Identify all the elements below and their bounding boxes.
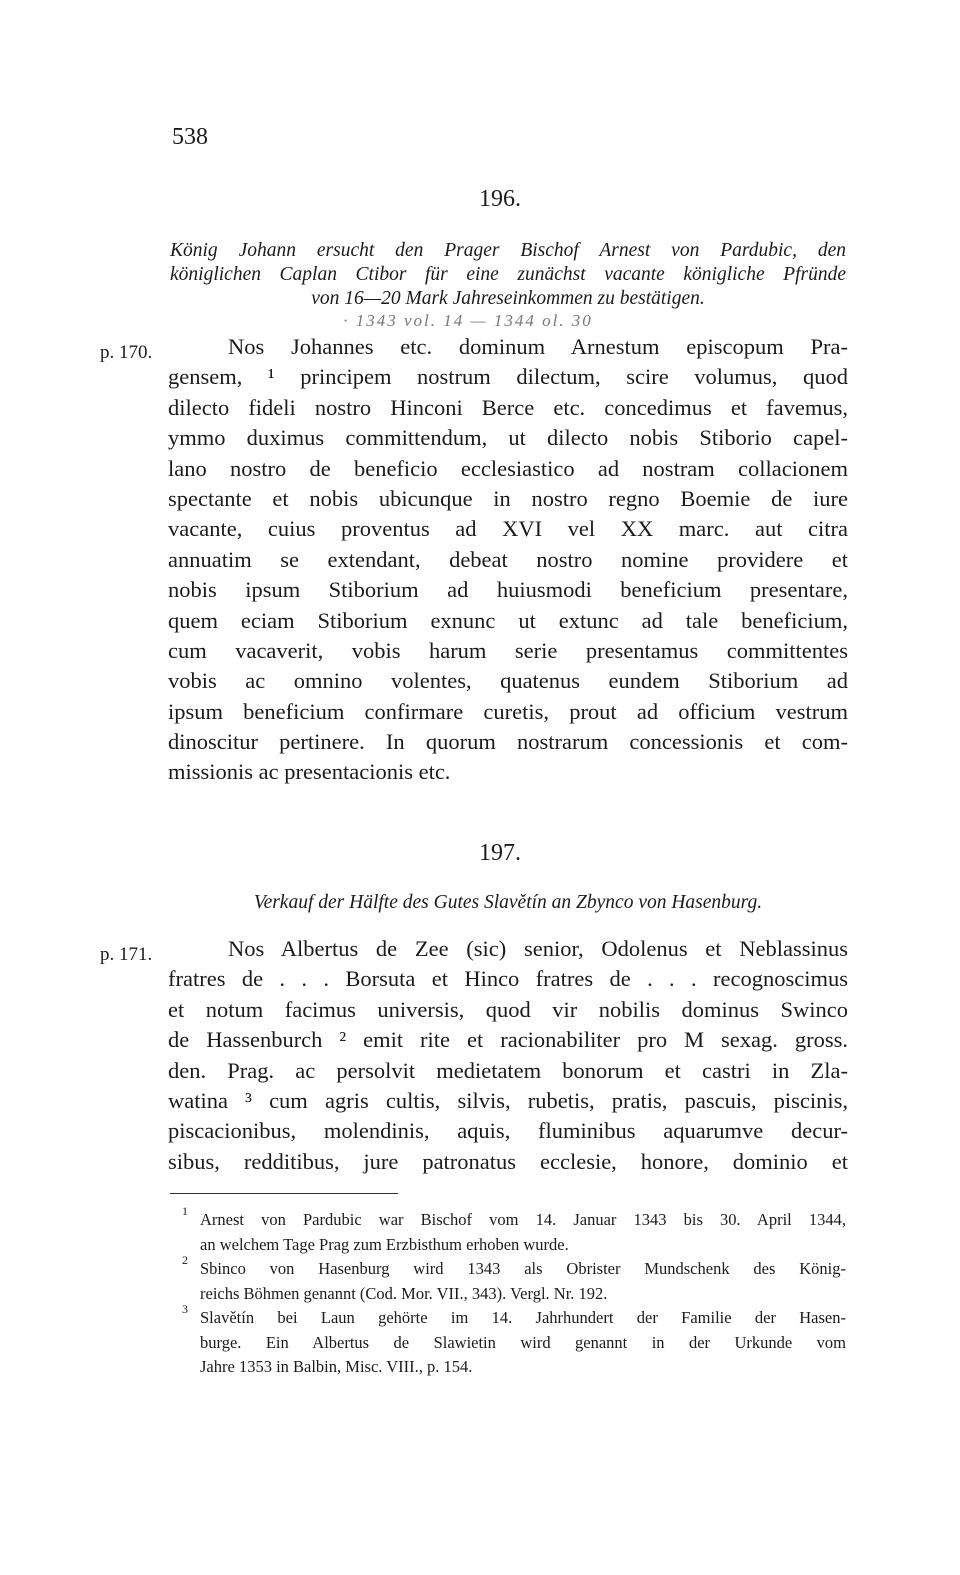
footnote-marker: 2 xyxy=(182,1253,188,1267)
regest-196 xyxy=(170,239,846,311)
footnote-line: Slavětín bei Laun gehörte im 14. Jahrhundert der Familie der Hasen- xyxy=(200,1308,846,1327)
text-line: lano nostro de beneficio ecclesiastico ad nostram collacionem xyxy=(168,455,848,481)
text-line: watina ³ cum agris cultis, silvis, rubetis, pratis, pascuis, piscinis, xyxy=(168,1087,848,1113)
document-number-197: 197. xyxy=(479,840,521,866)
text-line: vobis ac omnino volentes, quatenus eundem Stiborium ad xyxy=(168,668,848,694)
footnote-marker: 1 xyxy=(182,1204,188,1218)
footnote-line: an welchem Tage Prag zum Erzbisthum erhoben wurde. xyxy=(200,1234,569,1254)
text-line: vacante, cuius proventus ad XVI vel XX marc. aut citra xyxy=(168,516,848,542)
text-line: quem eciam Stiborium exnunc ut extunc ad tale beneficium, xyxy=(168,607,848,633)
document-number-196: 196. xyxy=(479,186,521,212)
footnote-divider xyxy=(170,1193,398,1194)
footnote-line: Arnest von Pardubic war Bischof vom 14. Januar 1343 bis 30. April 1344, xyxy=(200,1210,846,1229)
document-text-197 xyxy=(168,934,848,1177)
footnote-line: Sbinco von Hasenburg wird 1343 als Obrister Mundschenk des König- xyxy=(200,1259,846,1278)
footnote-line: Jahre 1353 in Balbin, Misc. VIII., p. 154. xyxy=(200,1357,473,1376)
document-text-196 xyxy=(168,332,848,788)
text-line: dinoscitur pertinere. In quorum nostrarum concessionis et com- xyxy=(168,729,848,755)
text-line: den. Prag. ac persolvit medietatem bonorum et castri in Zla- xyxy=(168,1057,848,1083)
text-line: dilecto fideli nostro Hinconi Berce etc. concedimus et favemus, xyxy=(168,394,848,420)
text-line: ipsum beneficium confirmare curetis, prout ad officium vestrum xyxy=(168,698,848,724)
footnote-1 xyxy=(172,1204,846,1257)
text-line: Nos Johannes etc. dominum Arnestum episcopum Pra- xyxy=(228,334,848,359)
regest-line: König Johann ersucht den Prager Bischof Arnest von Pardubic, den xyxy=(170,240,846,261)
text-line: piscacionibus, molendinis, aquis, fluminibus aquarumve decur- xyxy=(168,1118,848,1144)
text-line: gensem, ¹ principem nostrum dilectum, scire volumus, quod xyxy=(168,364,848,390)
margin-reference: p. 170. xyxy=(100,342,153,363)
archive-note: · 1343 vol. 14 — 1344 ol. 30 xyxy=(343,311,593,330)
text-line: cum vacaverit, vobis harum serie presentamus committentes xyxy=(168,637,848,663)
page-number: 538 xyxy=(172,124,208,150)
text-line: de Hassenburch ² emit rite et racionabiliter pro M sexag. gross. xyxy=(168,1027,848,1053)
text-line: missionis ac presentacionis etc. xyxy=(168,759,451,785)
text-line: nobis ipsum Stiborium ad huiusmodi beneficium presentare, xyxy=(168,577,848,603)
text-line: sibus, redditibus, jure patronatus ecclesie, honore, dominio et xyxy=(168,1148,848,1174)
footnote-2 xyxy=(172,1253,846,1306)
text-line: ymmo duximus committendum, ut dilecto nobis Stiborio capel- xyxy=(168,425,848,451)
text-line: annuatim se extendant, debeat nostro nomine providere et xyxy=(168,546,848,572)
text-line: Nos Albertus de Zee (sic) senior, Odolenus et Neblassinus xyxy=(228,936,848,961)
regest-197: Verkauf der Hälfte des Gutes Slavětín an Zbynco von Hasenburg. xyxy=(253,892,763,913)
regest-line: von 16—20 Mark Jahreseinkommen zu bestätigen. xyxy=(311,288,705,309)
footnote-3 xyxy=(172,1302,846,1380)
margin-reference: p. 171. xyxy=(100,944,153,965)
regest-line: königlichen Caplan Ctibor für eine zunächst vacante königliche Pfründe xyxy=(170,264,846,285)
footnote-line: reichs Böhmen genannt (Cod. Mor. VII., 343). Vergl. Nr. 192. xyxy=(200,1283,608,1303)
footnote-marker: 3 xyxy=(182,1302,188,1316)
text-line: spectante et nobis ubicunque in nostro regno Boemie de iure xyxy=(168,485,848,511)
text-line: et notum facimus universis, quod vir nobilis dominus Swinco xyxy=(168,996,848,1022)
footnote-line: burge. Ein Albertus de Slawietin wird genannt in der Urkunde vom xyxy=(200,1332,846,1352)
text-line: fratres de . . . Borsuta et Hinco fratres de . . . recognoscimus xyxy=(168,966,848,992)
footnotes xyxy=(172,1204,846,1380)
